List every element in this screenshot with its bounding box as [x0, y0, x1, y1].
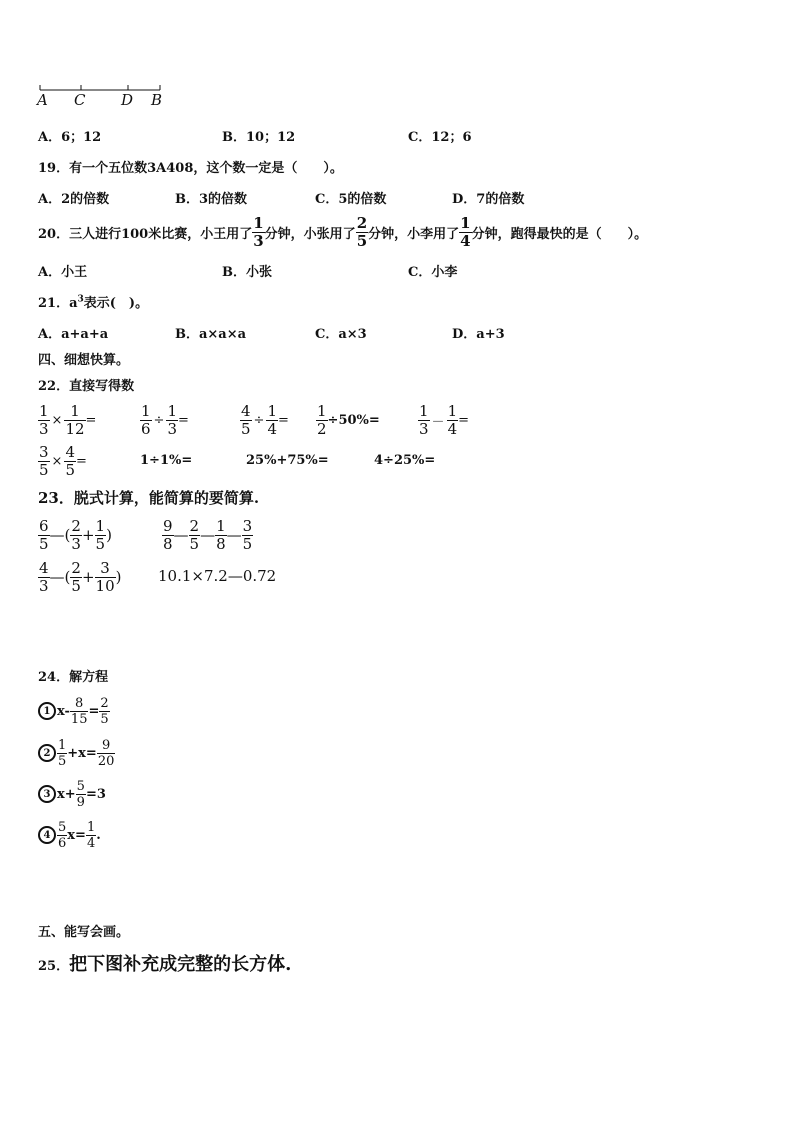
fraction — [70, 697, 89, 726]
q21-stem — [38, 292, 148, 311]
equals: = — [76, 453, 87, 469]
denominator: 5 — [100, 711, 109, 727]
denominator: 3 — [419, 419, 429, 438]
fraction — [242, 516, 254, 553]
q22-expr-5[interactable] — [418, 400, 469, 440]
denominator: 4 — [267, 419, 277, 438]
denominator: 5 — [189, 534, 200, 553]
fraction — [70, 558, 82, 595]
q19-option-b[interactable]: B．3的倍数 — [175, 192, 248, 207]
denominator: 5 — [39, 460, 49, 479]
q19-option-a[interactable]: A．2的倍数 — [38, 192, 110, 207]
denominator: 5 — [39, 534, 49, 553]
numerator: 1 — [419, 401, 429, 420]
denominator: 6 — [58, 835, 67, 851]
operator: — — [226, 526, 242, 544]
q23-calc-3[interactable] — [38, 557, 121, 597]
q22-expr-9[interactable]: 4÷25%= — [374, 453, 436, 468]
q21-exponent: 3 — [77, 294, 84, 305]
denominator: 9 — [76, 794, 85, 810]
q20-option-c[interactable]: C．小李 — [408, 265, 458, 280]
operator: ÷ — [253, 412, 265, 428]
operator: × — [51, 412, 63, 428]
circled-number-3: 3 — [38, 785, 56, 803]
q24-equation-3[interactable] — [38, 775, 106, 813]
q20-option-b[interactable]: B．小张 — [222, 265, 272, 280]
numerator: 2 — [71, 558, 81, 577]
q21-option-a[interactable]: A．a+a+a — [38, 327, 109, 342]
point-label-d: D — [121, 91, 134, 109]
fraction — [418, 401, 430, 438]
numerator: 2 — [356, 213, 368, 232]
numerator: 4 — [241, 401, 251, 420]
denominator: 20 — [97, 753, 115, 769]
numerator: 4 — [39, 558, 49, 577]
fraction — [266, 401, 278, 438]
q20-text-1: 20．三人进行100米比赛，小王用了 — [38, 226, 253, 242]
equals: = — [458, 412, 470, 428]
numerator: 1 — [141, 401, 151, 420]
denominator: 3 — [167, 419, 177, 438]
numerator: 6 — [39, 516, 49, 535]
circled-number-4: 4 — [38, 826, 56, 844]
denominator: 5 — [65, 460, 75, 479]
equation-prefix: x- — [57, 703, 70, 719]
fraction — [64, 401, 85, 438]
denominator: 5 — [242, 534, 253, 553]
numerator: 5 — [76, 778, 85, 794]
denominator: 4 — [460, 231, 471, 250]
denominator: 5 — [95, 534, 106, 553]
operator: —( — [49, 568, 71, 586]
denominator: 3 — [253, 231, 264, 250]
numerator: 3 — [242, 516, 253, 535]
q21-stem-a: 21．a — [38, 296, 78, 311]
fraction — [38, 558, 50, 595]
fraction — [57, 821, 67, 850]
equals: = — [85, 412, 97, 428]
operator: － — [431, 414, 445, 430]
q21-option-c[interactable]: C．a×3 — [315, 327, 367, 342]
fraction — [95, 558, 116, 595]
q24-equation-4[interactable] — [38, 816, 101, 854]
q25-title — [38, 950, 291, 976]
fraction — [97, 739, 116, 768]
fraction — [215, 516, 227, 553]
denominator: 5 — [356, 231, 368, 250]
q20-option-a[interactable]: A．小王 — [38, 265, 88, 280]
numerator: 1 — [70, 401, 80, 420]
equals: = — [278, 412, 289, 428]
point-label-a: A — [37, 91, 48, 109]
q25-text: 把下图补充成完整的长方体. — [69, 954, 292, 975]
q20-fraction-2 — [356, 213, 368, 250]
equation-suffix: . — [96, 827, 101, 843]
fraction — [38, 516, 50, 553]
q20-text-3: 分钟，小李用了 — [368, 226, 460, 242]
numerator: 1 — [216, 516, 226, 535]
numerator: 5 — [58, 819, 67, 835]
fraction — [38, 442, 50, 479]
operator: — — [200, 526, 216, 544]
fraction — [38, 401, 50, 438]
denominator: 3 — [39, 576, 49, 595]
q20-stem — [38, 212, 647, 252]
numerator: 9 — [101, 737, 111, 753]
q19-option-d[interactable]: D．7的倍数 — [452, 192, 525, 207]
q22-expr-3[interactable] — [240, 400, 289, 440]
expression-rest: ÷50%= — [327, 412, 380, 428]
q23-calc-1[interactable] — [38, 515, 112, 555]
q21-option-d[interactable]: D．a+3 — [452, 327, 505, 342]
denominator: 10 — [95, 576, 115, 595]
operator: ÷ — [153, 412, 165, 428]
fraction — [86, 821, 96, 850]
numerator: 3 — [39, 442, 49, 461]
section-4-heading: 四、细想快算。 — [38, 353, 130, 368]
denominator: 6 — [141, 419, 151, 438]
fraction — [189, 516, 201, 553]
line-segment — [36, 82, 166, 94]
q21-option-b[interactable]: B．a×a×a — [175, 327, 247, 342]
numerator: 2 — [100, 695, 109, 711]
q18-option-b[interactable]: B．10；12 — [222, 130, 296, 145]
fraction — [57, 739, 67, 768]
numerator: 1 — [267, 401, 277, 420]
denominator: 15 — [70, 711, 88, 727]
q22-expr-4[interactable] — [316, 400, 380, 440]
denominator: 4 — [447, 419, 458, 438]
fraction — [162, 516, 174, 553]
operator: + — [81, 568, 95, 586]
numerator: 4 — [65, 442, 75, 461]
close-paren: ) — [106, 526, 112, 544]
numerator: 1 — [317, 401, 327, 420]
operator: — — [173, 526, 189, 544]
q22-expr-6[interactable] — [38, 441, 87, 481]
operator: —( — [49, 526, 71, 544]
q20-fraction-3 — [459, 213, 471, 250]
q20-text-2: 分钟，小张用了 — [264, 226, 356, 242]
equation-prefix: x+ — [57, 786, 76, 802]
denominator: 12 — [65, 419, 85, 438]
fraction — [140, 401, 152, 438]
numerator: 2 — [189, 516, 200, 535]
numerator: 1 — [253, 213, 264, 232]
numerator: 1 — [39, 401, 49, 420]
fraction — [95, 516, 107, 553]
numerator: 1 — [95, 516, 106, 535]
q22-expr-2[interactable] — [140, 400, 189, 440]
denominator: 5 — [58, 753, 67, 769]
fraction — [240, 401, 252, 438]
equals: = — [88, 703, 100, 719]
fraction — [447, 401, 459, 438]
numerator: 8 — [75, 695, 84, 711]
section-5-heading: 五、能写会画。 — [38, 925, 130, 940]
fraction — [99, 697, 109, 726]
q23-title: 23．脱式计算，能简算的要简算. — [38, 489, 260, 507]
denominator: 8 — [163, 534, 173, 553]
fraction — [64, 442, 76, 479]
q22-title: 22．直接写得数 — [38, 379, 135, 394]
fraction — [76, 780, 86, 809]
equation-middle: x= — [67, 827, 86, 843]
denominator: 8 — [216, 534, 226, 553]
q23-calc-2[interactable] — [162, 515, 253, 555]
point-label-b: B — [151, 91, 163, 109]
q21-stem-b: 表示( )。 — [83, 296, 149, 311]
denominator: 3 — [39, 419, 49, 438]
numerator: 1 — [86, 819, 96, 835]
q24-equation-2[interactable] — [38, 734, 115, 772]
denominator: 5 — [71, 576, 81, 595]
numerator: 1 — [460, 213, 471, 232]
q20-text-4: 分钟，跑得最快的是（ ）。 — [471, 226, 648, 242]
q19-stem: 19．有一个五位数3A408，这个数一定是（ ）。 — [38, 161, 343, 176]
q24-title: 24．解方程 — [38, 670, 109, 685]
circled-number-1: 1 — [38, 702, 56, 720]
fraction — [70, 516, 82, 553]
denominator: 5 — [241, 419, 251, 438]
numerator: 1 — [58, 737, 67, 753]
q18-option-c[interactable]: C．12；6 — [408, 130, 472, 145]
q22-expr-8[interactable]: 25%+75%= — [246, 453, 329, 468]
equation-middle: +x= — [67, 745, 97, 761]
circled-number-2: 2 — [38, 744, 56, 762]
fraction — [166, 401, 178, 438]
point-label-c: C — [74, 91, 86, 109]
denominator: 4 — [86, 835, 96, 851]
numerator: 1 — [167, 401, 177, 420]
numerator: 9 — [163, 516, 173, 535]
q19-option-c[interactable]: C．5的倍数 — [315, 192, 387, 207]
q20-fraction-1 — [252, 213, 264, 250]
operator: × — [51, 453, 63, 469]
fraction — [316, 401, 328, 438]
numerator: 3 — [100, 558, 110, 577]
denominator: 2 — [317, 419, 327, 438]
q23-calc-4[interactable]: 10.1×7.2—0.72 — [158, 567, 277, 585]
q24-equation-1[interactable] — [38, 692, 110, 730]
numerator: 1 — [447, 401, 458, 420]
close-paren: ) — [115, 568, 122, 586]
operator: + — [81, 526, 95, 544]
numerator: 2 — [71, 516, 81, 535]
q22-expr-1[interactable] — [38, 400, 96, 440]
equals: = — [178, 412, 189, 428]
q25-number: 25． — [38, 959, 70, 974]
q22-expr-7[interactable]: 1÷1%= — [140, 453, 193, 468]
denominator: 3 — [71, 534, 81, 553]
equation-suffix: =3 — [85, 786, 106, 802]
q18-option-a[interactable]: A．6；12 — [38, 130, 102, 145]
